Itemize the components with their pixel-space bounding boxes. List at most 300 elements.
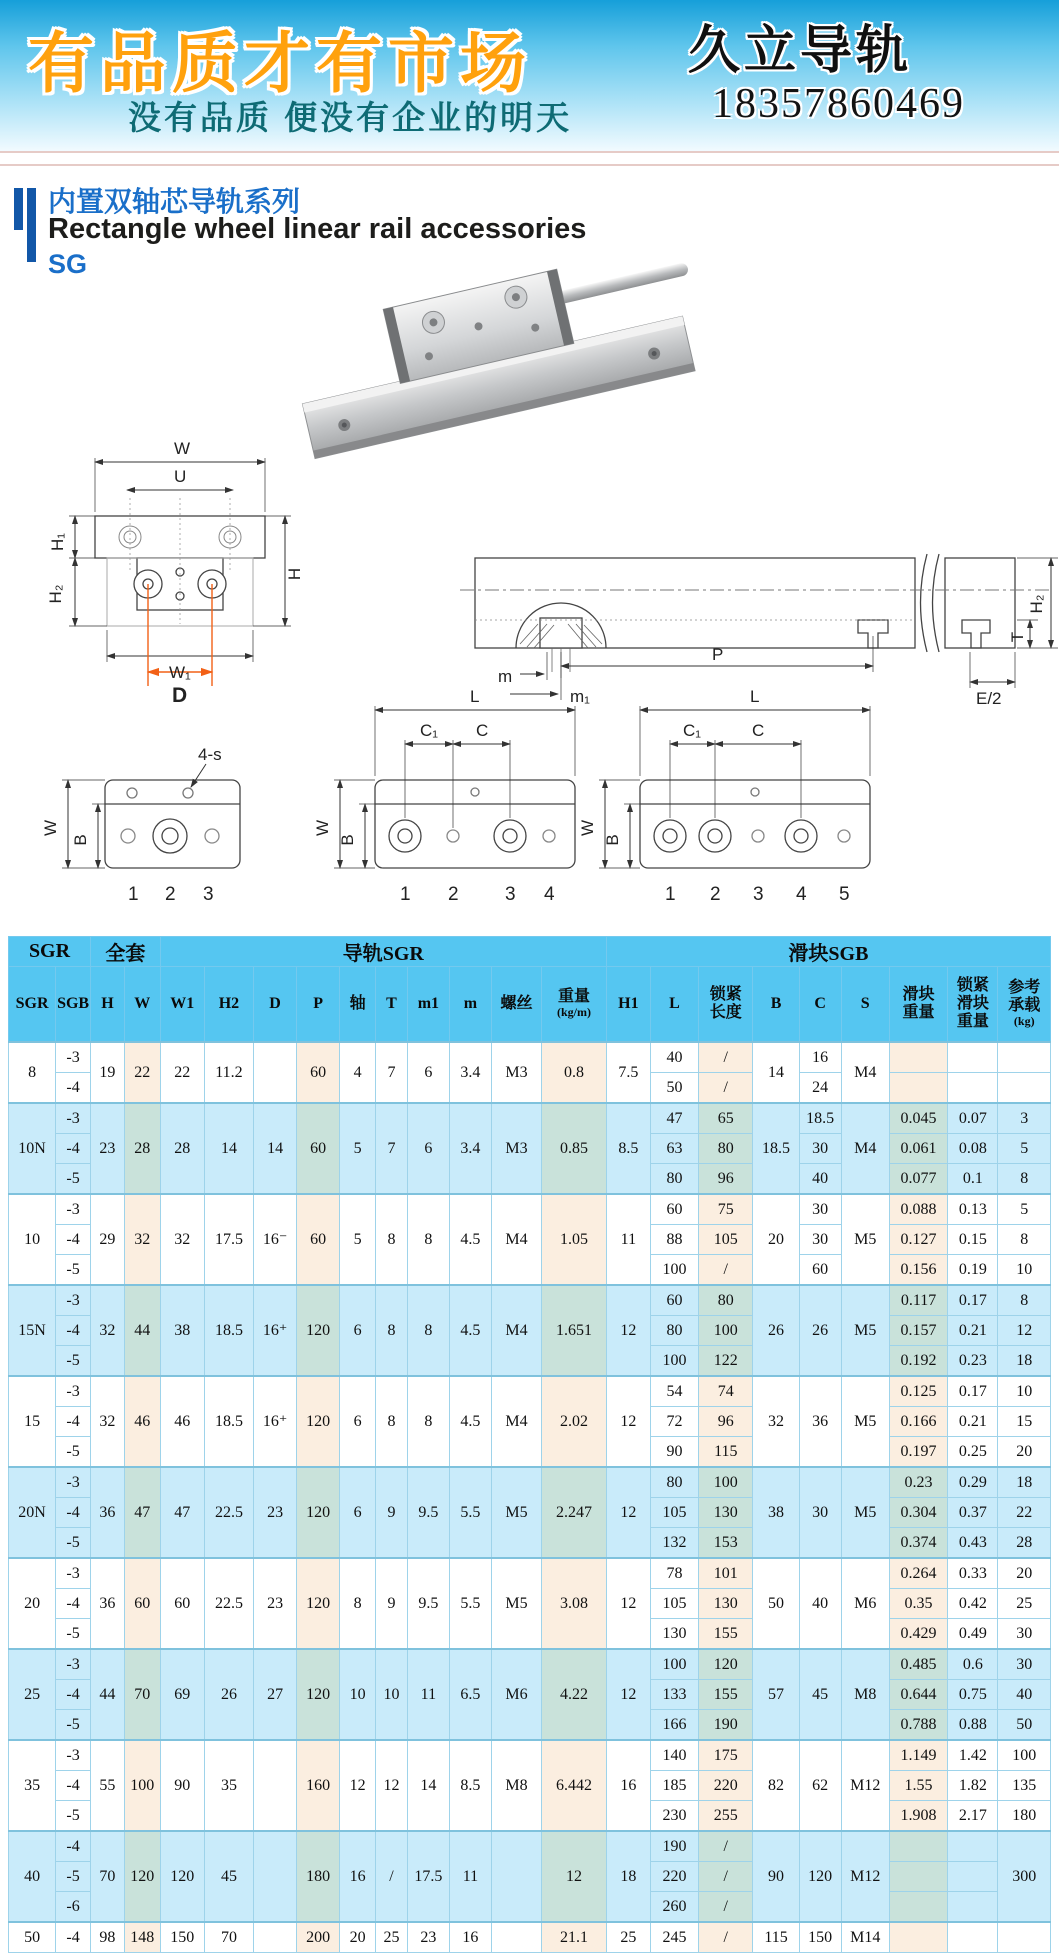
cell-lock-slider-weight: [948, 1073, 998, 1104]
cell-W1: 46: [160, 1376, 204, 1467]
cell-m1: 8: [407, 1285, 449, 1376]
cell-sgr: 10N: [9, 1103, 56, 1194]
cell-D: 27: [254, 1649, 297, 1740]
cell-screw: M4: [491, 1194, 541, 1285]
column-header: H: [91, 967, 125, 1043]
dim-label-m: m: [498, 667, 513, 686]
cell-S: M4: [841, 1103, 889, 1194]
banner-slogan-main: 有品质才有市场: [28, 26, 532, 100]
spec-table: [8, 936, 1051, 1953]
cell-H: 70: [91, 1831, 125, 1922]
top-view-4hole: [313, 687, 575, 905]
cell-S: M12: [841, 1831, 889, 1922]
table-row: [9, 1194, 1051, 1225]
header-group: 滑块SGB: [606, 937, 1050, 967]
column-header: W: [124, 967, 160, 1043]
cell-H1: 12: [606, 1467, 650, 1558]
cell-sgb: -4: [56, 1771, 91, 1801]
cell-W1: 60: [160, 1558, 204, 1649]
cell-sgb: -5: [56, 1346, 91, 1377]
cell-slider-weight: 0.35: [889, 1589, 947, 1619]
cell-W1: 28: [160, 1103, 204, 1194]
cell-lock-slider-weight: 1.82: [948, 1771, 998, 1801]
cell-T: 9: [376, 1467, 408, 1558]
hole-number: 1: [400, 884, 411, 905]
cell-lock-length: 100: [699, 1316, 753, 1346]
cell-L: 105: [650, 1589, 698, 1619]
cell-T: /: [376, 1831, 408, 1922]
top-view-5hole: [578, 687, 870, 905]
cell-sgb: -4: [56, 1225, 91, 1255]
cell-L: 80: [650, 1316, 698, 1346]
cell-W1: 120: [160, 1831, 204, 1922]
cell-B: 26: [753, 1285, 799, 1376]
dim-label-4s: 4-s: [198, 745, 222, 764]
cell-sgb: -5: [56, 1801, 91, 1832]
cell-load: 22: [998, 1498, 1051, 1528]
cell-C: 24: [799, 1073, 841, 1104]
cell-lock-slider-weight: [948, 1922, 998, 1953]
cell-slider-weight: 0.304: [889, 1498, 947, 1528]
table-row: [9, 1922, 1051, 1953]
cell-axis: 5: [340, 1194, 376, 1285]
cell-lock-length: 74: [699, 1376, 753, 1407]
cell-axis: 6: [340, 1285, 376, 1376]
cell-sgb: -4: [56, 1407, 91, 1437]
cell-D: 23: [254, 1467, 297, 1558]
cell-L: 185: [650, 1771, 698, 1801]
cell-D: 14: [254, 1103, 297, 1194]
cell-lock-slider-weight: 0.07: [948, 1103, 998, 1134]
cell-load: 28: [998, 1528, 1051, 1559]
cell-W1: 150: [160, 1922, 204, 1953]
cell-L: 63: [650, 1134, 698, 1164]
cell-weight: 3.08: [542, 1558, 607, 1649]
cell-B: 82: [753, 1740, 799, 1831]
cell-sgb: -3: [56, 1376, 91, 1407]
cell-slider-weight: 0.644: [889, 1680, 947, 1710]
column-header: S: [841, 967, 889, 1043]
cell-H2: 18.5: [204, 1376, 253, 1467]
cell-sgb: -4: [56, 1134, 91, 1164]
cell-P: 60: [297, 1042, 340, 1103]
cell-screw: M3: [491, 1103, 541, 1194]
cell-H1: 12: [606, 1285, 650, 1376]
cell-lock-slider-weight: 0.19: [948, 1255, 998, 1286]
cell-lock-length: 220: [699, 1771, 753, 1801]
hole-number: 1: [128, 884, 139, 905]
cell-axis: 6: [340, 1467, 376, 1558]
cell-load: 30: [998, 1649, 1051, 1680]
cell-D: 16⁺: [254, 1285, 297, 1376]
cell-lock-length: 80: [699, 1134, 753, 1164]
cell-sgb: -5: [56, 1528, 91, 1559]
cell-L: 40: [650, 1042, 698, 1073]
cell-D: [254, 1831, 297, 1922]
cell-lock-slider-weight: 0.15: [948, 1225, 998, 1255]
section-title-cn: 内置双轴芯导轨系列: [48, 186, 301, 217]
cell-screw: M4: [491, 1285, 541, 1376]
cell-H: 23: [91, 1103, 125, 1194]
cell-lock-length: 190: [699, 1710, 753, 1741]
cell-slider-weight: 0.166: [889, 1407, 947, 1437]
cell-m1: 9.5: [407, 1558, 449, 1649]
cell-sgb: -3: [56, 1649, 91, 1680]
cell-T: 8: [376, 1376, 408, 1467]
dim-label-w: W: [578, 819, 597, 837]
cell-load: 20: [998, 1437, 1051, 1468]
cell-L: 133: [650, 1680, 698, 1710]
cell-W: 28: [124, 1103, 160, 1194]
cell-T: 25: [376, 1922, 408, 1953]
column-header: P: [297, 967, 340, 1043]
cell-H2: 26: [204, 1649, 253, 1740]
cell-sgb: -3: [56, 1558, 91, 1589]
table-row: [9, 1376, 1051, 1407]
cell-load: 15: [998, 1407, 1051, 1437]
header-group: 导轨SGR: [160, 937, 606, 967]
cell-lock-slider-weight: 0.43: [948, 1528, 998, 1559]
cell-slider-weight: 0.429: [889, 1619, 947, 1650]
cell-screw: M5: [491, 1467, 541, 1558]
title-accent-bar: [14, 188, 23, 230]
cell-sgb: -5: [56, 1437, 91, 1468]
cell-lock-length: 80: [699, 1285, 753, 1316]
cell-lock-length: 65: [699, 1103, 753, 1134]
cell-B: 90: [753, 1831, 799, 1922]
cell-H2: 11.2: [204, 1042, 253, 1103]
cell-sgb: -4: [56, 1589, 91, 1619]
cell-slider-weight: 0.374: [889, 1528, 947, 1559]
cell-H2: 17.5: [204, 1194, 253, 1285]
cell-sgr: 8: [9, 1042, 56, 1103]
cell-slider-weight: [889, 1073, 947, 1104]
cell-lock-slider-weight: [948, 1042, 998, 1073]
cell-C: 30: [799, 1467, 841, 1558]
cell-axis: 10: [340, 1649, 376, 1740]
cell-lock-slider-weight: 0.08: [948, 1134, 998, 1164]
cell-W1: 90: [160, 1740, 204, 1831]
column-header: 滑块 重量: [889, 967, 947, 1043]
section-title-en: Rectangle wheel linear rail accessories: [48, 213, 587, 245]
cell-load: [998, 1042, 1051, 1073]
dim-label-l: L: [750, 687, 760, 706]
dim-label-w: W: [174, 439, 191, 458]
cell-lock-length: 96: [699, 1407, 753, 1437]
top-view-diagrams: [20, 672, 1040, 922]
title-accent-bar: [27, 188, 36, 262]
cell-L: 90: [650, 1437, 698, 1468]
cell-slider-weight: 0.197: [889, 1437, 947, 1468]
cell-lock-slider-weight: 0.21: [948, 1316, 998, 1346]
cell-slider-weight: 1.55: [889, 1771, 947, 1801]
cell-D: [254, 1740, 297, 1831]
cell-C: 62: [799, 1740, 841, 1831]
cell-W1: 22: [160, 1042, 204, 1103]
dim-label-m1: m₁: [570, 687, 590, 706]
cell-load: 50: [998, 1710, 1051, 1741]
cell-W: 22: [124, 1042, 160, 1103]
cell-S: M5: [841, 1285, 889, 1376]
cell-sgb: -3: [56, 1467, 91, 1498]
cell-lock-length: 175: [699, 1740, 753, 1771]
cell-m1: 8: [407, 1376, 449, 1467]
cell-m: 16: [449, 1922, 491, 1953]
cell-L: 47: [650, 1103, 698, 1134]
cell-load: 135: [998, 1771, 1051, 1801]
cell-load: 300: [998, 1831, 1051, 1922]
cell-S: M14: [841, 1922, 889, 1953]
cell-L: 80: [650, 1467, 698, 1498]
cell-weight: 2.02: [542, 1376, 607, 1467]
cell-L: 72: [650, 1407, 698, 1437]
cell-sgb: -4: [56, 1073, 91, 1104]
cell-H2: 22.5: [204, 1467, 253, 1558]
cell-m1: 14: [407, 1740, 449, 1831]
cell-load: 5: [998, 1134, 1051, 1164]
cell-P: 60: [297, 1103, 340, 1194]
cell-axis: 4: [340, 1042, 376, 1103]
cell-P: 120: [297, 1376, 340, 1467]
cell-B: 14: [753, 1042, 799, 1103]
cell-H: 32: [91, 1376, 125, 1467]
cell-weight: 12: [542, 1831, 607, 1922]
cell-sgb: -3: [56, 1740, 91, 1771]
cell-lock-length: 101: [699, 1558, 753, 1589]
cell-lock-length: 100: [699, 1467, 753, 1498]
table-row: [9, 1467, 1051, 1498]
cell-W: 47: [124, 1467, 160, 1558]
column-header: 锁紧 滑块 重量: [948, 967, 998, 1043]
cell-m: 3.4: [449, 1103, 491, 1194]
dim-label-c: C: [752, 721, 765, 740]
cell-lock-length: 155: [699, 1619, 753, 1650]
cell-W: 46: [124, 1376, 160, 1467]
cell-m1: 17.5: [407, 1831, 449, 1922]
cell-H1: 12: [606, 1649, 650, 1740]
column-header: SGR: [9, 967, 56, 1043]
cell-lock-length: 130: [699, 1589, 753, 1619]
cell-C: 40: [799, 1558, 841, 1649]
dim-label-l: L: [470, 687, 480, 706]
cell-B: 50: [753, 1558, 799, 1649]
cell-load: 3: [998, 1103, 1051, 1134]
cell-sgr: 15: [9, 1376, 56, 1467]
cell-H1: 12: [606, 1558, 650, 1649]
cell-C: 40: [799, 1164, 841, 1195]
cell-m: 5.5: [449, 1467, 491, 1558]
cell-C: 60: [799, 1255, 841, 1286]
cell-sgb: -3: [56, 1194, 91, 1225]
cell-W: 70: [124, 1649, 160, 1740]
cell-load: 20: [998, 1558, 1051, 1589]
cell-lock-length: 120: [699, 1649, 753, 1680]
cell-D: [254, 1922, 297, 1953]
cell-W: 60: [124, 1558, 160, 1649]
cell-L: 245: [650, 1922, 698, 1953]
hole-number: 4: [796, 884, 807, 905]
cell-weight: 1.05: [542, 1194, 607, 1285]
column-header: W1: [160, 967, 204, 1043]
dim-label-h1: H₁: [48, 532, 67, 552]
cell-slider-weight: [889, 1892, 947, 1923]
cell-T: 12: [376, 1740, 408, 1831]
table-row: [9, 1558, 1051, 1589]
cell-L: 190: [650, 1831, 698, 1862]
cell-P: 120: [297, 1558, 340, 1649]
cell-H1: 16: [606, 1740, 650, 1831]
dim-label-b: B: [338, 834, 357, 846]
cell-L: 50: [650, 1073, 698, 1104]
cell-slider-weight: 0.077: [889, 1164, 947, 1195]
cell-lock-slider-weight: 0.17: [948, 1376, 998, 1407]
cell-T: 7: [376, 1103, 408, 1194]
cell-W: 100: [124, 1740, 160, 1831]
cell-sgb: -3: [56, 1285, 91, 1316]
dim-label-c1: C₁: [683, 721, 702, 740]
cell-lock-slider-weight: 0.75: [948, 1680, 998, 1710]
cell-weight: 1.651: [542, 1285, 607, 1376]
hole-number: 2: [165, 884, 176, 905]
cell-sgr: 25: [9, 1649, 56, 1740]
cell-m1: 8: [407, 1194, 449, 1285]
cell-C: 45: [799, 1649, 841, 1740]
cell-slider-weight: [889, 1862, 947, 1892]
cell-lock-slider-weight: [948, 1831, 998, 1862]
cell-m1: 6: [407, 1042, 449, 1103]
cell-slider-weight: 0.788: [889, 1710, 947, 1741]
cell-m: 3.4: [449, 1042, 491, 1103]
column-header: D: [254, 967, 297, 1043]
dim-label-b: B: [603, 834, 622, 846]
cell-sgb: -3: [56, 1042, 91, 1073]
cell-weight: 4.22: [542, 1649, 607, 1740]
hole-number: 3: [203, 884, 214, 905]
cell-sgb: -3: [56, 1103, 91, 1134]
cell-H2: 35: [204, 1740, 253, 1831]
cell-C: 18.5: [799, 1103, 841, 1134]
dim-label-t: T: [1008, 631, 1027, 643]
cell-load: 18: [998, 1467, 1051, 1498]
hole-number: 4: [544, 884, 555, 905]
cell-S: M5: [841, 1467, 889, 1558]
cell-slider-weight: 1.908: [889, 1801, 947, 1832]
cell-load: 100: [998, 1740, 1051, 1771]
cell-load: 40: [998, 1680, 1051, 1710]
cell-H1: 12: [606, 1376, 650, 1467]
cell-lock-length: /: [699, 1892, 753, 1923]
cell-sgb: -5: [56, 1862, 91, 1892]
column-header: SGB: [56, 967, 91, 1043]
cell-lock-slider-weight: 0.37: [948, 1498, 998, 1528]
cell-H: 98: [91, 1922, 125, 1953]
dim-label-h2-side: H₂: [1027, 594, 1046, 614]
cell-sgb: -6: [56, 1892, 91, 1923]
cell-sgr: 20N: [9, 1467, 56, 1558]
cell-sgr: 20: [9, 1558, 56, 1649]
cell-B: 32: [753, 1376, 799, 1467]
cell-lock-slider-weight: 0.1: [948, 1164, 998, 1195]
dim-label-h: H: [285, 567, 304, 581]
cell-sgb: -5: [56, 1619, 91, 1650]
cell-lock-length: 155: [699, 1680, 753, 1710]
cell-L: 100: [650, 1255, 698, 1286]
column-header: 锁紧 长度: [699, 967, 753, 1043]
cell-sgb: -4: [56, 1316, 91, 1346]
cell-slider-weight: 0.192: [889, 1346, 947, 1377]
cell-W: 44: [124, 1285, 160, 1376]
cell-lock-length: 105: [699, 1225, 753, 1255]
cell-L: 100: [650, 1346, 698, 1377]
cell-D: 16⁺: [254, 1376, 297, 1467]
cell-C: 30: [799, 1134, 841, 1164]
phone-number: 18357860469: [712, 81, 965, 127]
cell-lock-slider-weight: 0.42: [948, 1589, 998, 1619]
cell-slider-weight: [889, 1831, 947, 1862]
cell-B: 18.5: [753, 1103, 799, 1194]
banner-slogan-sub: 没有品质 便没有企业的明天: [128, 99, 573, 136]
cell-lock-slider-weight: 2.17: [948, 1801, 998, 1832]
cell-load: 30: [998, 1619, 1051, 1650]
cell-B: 57: [753, 1649, 799, 1740]
dim-label-w1: W₁: [169, 663, 191, 682]
dim-label-p: P: [712, 645, 724, 664]
cell-C: 26: [799, 1285, 841, 1376]
cell-screw: [491, 1831, 541, 1922]
cell-L: 78: [650, 1558, 698, 1589]
header-group: 全套: [91, 937, 161, 967]
product-photo: [285, 238, 735, 473]
cell-slider-weight: 0.156: [889, 1255, 947, 1286]
cell-lock-slider-weight: 0.23: [948, 1346, 998, 1377]
header-group: SGR: [9, 937, 91, 967]
dim-label-w: W: [313, 819, 332, 837]
cell-slider-weight: 0.264: [889, 1558, 947, 1589]
cell-axis: 20: [340, 1922, 376, 1953]
cell-S: M8: [841, 1649, 889, 1740]
cell-S: M12: [841, 1740, 889, 1831]
cell-W1: 38: [160, 1285, 204, 1376]
cell-slider-weight: 0.117: [889, 1285, 947, 1316]
cell-W: 148: [124, 1922, 160, 1953]
cell-sgb: -5: [56, 1164, 91, 1195]
cell-L: 88: [650, 1225, 698, 1255]
cell-axis: 8: [340, 1558, 376, 1649]
cell-B: 38: [753, 1467, 799, 1558]
cell-H2: 18.5: [204, 1285, 253, 1376]
cell-lock-slider-weight: [948, 1862, 998, 1892]
cell-sgr: 50: [9, 1922, 56, 1953]
dim-label-h2: H₂: [46, 584, 65, 604]
cell-sgr: 35: [9, 1740, 56, 1831]
cell-L: 60: [650, 1194, 698, 1225]
cell-H1: 7.5: [606, 1042, 650, 1103]
cell-weight: 0.85: [542, 1103, 607, 1194]
cell-lock-length: 130: [699, 1498, 753, 1528]
cell-load: 5: [998, 1194, 1051, 1225]
hole-number: 5: [839, 884, 850, 905]
cell-B: 115: [753, 1922, 799, 1953]
cell-S: M4: [841, 1042, 889, 1103]
column-header: 参考 承载 (kg): [998, 967, 1051, 1043]
cell-slider-weight: 0.045: [889, 1103, 947, 1134]
column-header: m: [449, 967, 491, 1043]
cell-load: 180: [998, 1801, 1051, 1832]
column-header: B: [753, 967, 799, 1043]
cell-P: 120: [297, 1649, 340, 1740]
table-row: [9, 1042, 1051, 1073]
cell-H1: 25: [606, 1922, 650, 1953]
